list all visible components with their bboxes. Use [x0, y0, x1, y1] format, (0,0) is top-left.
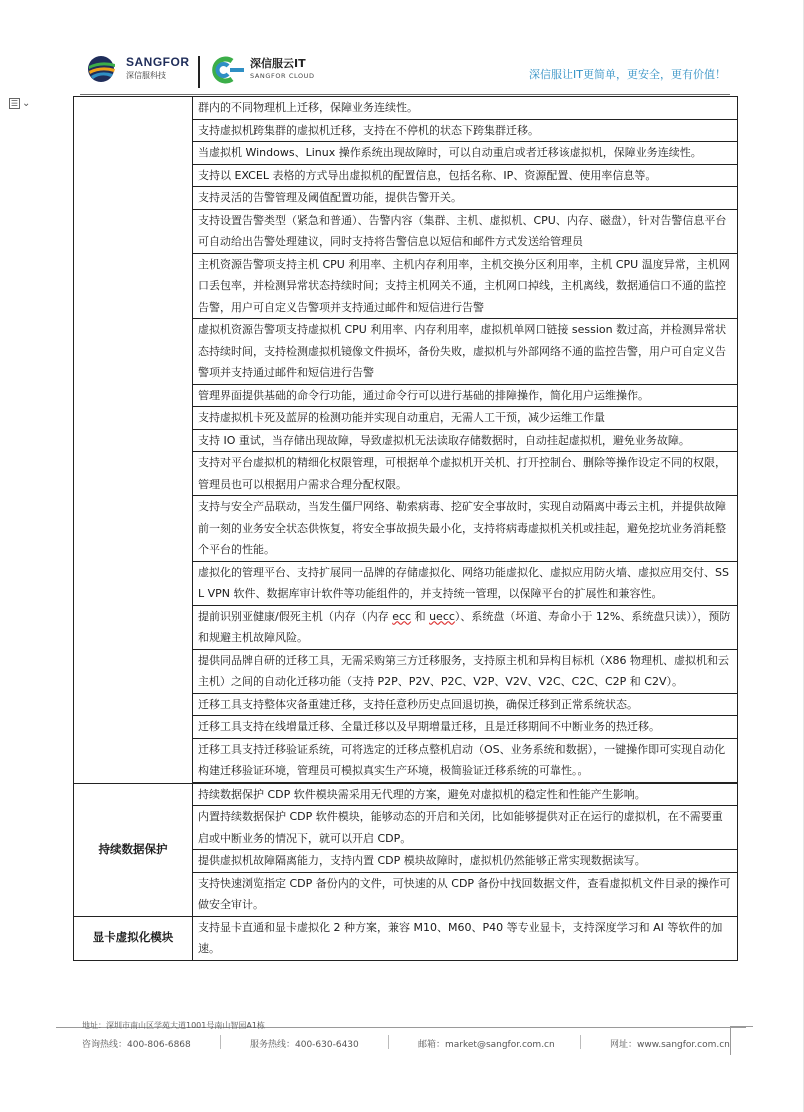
- spec-cell: 支持虚拟机跨集群的虚拟机迁移，支持在不停机的状态下跨集群迁移。: [193, 119, 738, 142]
- spellcheck-word: ecc: [392, 609, 412, 623]
- spec-cell: 支持与安全产品联动，当发生僵尸网络、勒索病毒、挖矿安全事故时，实现自动隔离中毒云主机，并提供故障前一刻的业务安全状态供恢复，将安全事故损失最小化，支持将病毒虚拟机关机或挂起，避免挖坑业务消耗整个平台的性能。: [193, 496, 738, 562]
- table-row: [74, 916, 738, 960]
- header-rule: [80, 94, 730, 95]
- footer-website: 网址：www.sangfor.com.cn: [610, 1040, 730, 1050]
- sangfor-subname: 深信服科技: [126, 71, 166, 80]
- spec-cell: 支持设置告警类型（紧急和普通）、告警内容（集群、主机、虚拟机、CPU、内存、磁盘），针对告警信息平台可自动给出告警处理建议，同时支持将告警信息以短信和邮件方式发送给管理员: [193, 209, 738, 253]
- footer-corner-mark: [730, 1026, 753, 1055]
- ecc-text-before: 提前识别亚健康/假死主机（内存（内存: [198, 609, 393, 623]
- footer-hotline: 咨询热线：400-806-6868: [82, 1040, 191, 1050]
- cloud-name: 深信服云IT: [250, 57, 306, 70]
- spec-cell-ecc: [193, 605, 738, 649]
- navigation-pane-toggle[interactable]: [9, 98, 30, 109]
- ecc-text-middle: 和: [411, 609, 430, 623]
- navigation-pane-icon: ☰: [10, 99, 19, 108]
- page-footer: [0, 1018, 804, 1058]
- sangfor-logo-icon: [86, 54, 120, 84]
- footer-email: 邮箱：market@sangfor.com.cn: [418, 1040, 555, 1050]
- category-cell-empty: [74, 97, 193, 784]
- spellcheck-word: uecc: [429, 609, 455, 623]
- spec-cell: 虚拟机资源告警项支持虚拟机 CPU 利用率、内存利用率，虚拟机单网口链接 session 数过高，并检测异常状态持续时间，支持检测虚拟机镜像文件损坏，备份失败，虚拟机与外部网络不通的监控告警，用户可自定义告警项并支持通过邮件和短信进行告警: [193, 319, 738, 385]
- sangfor-logo: [86, 54, 190, 84]
- table-row: [74, 783, 738, 806]
- chevron-down-icon: ⌄: [22, 98, 31, 109]
- spec-cell: 主机资源告警项支持主机 CPU 利用率、主机内存利用率，主机交换分区利用率，主机 CPU 温度异常，主机网口丢包率，并检测异常状态持续时间；支持主机网关不通，主机网口掉线，主机离线，数据通信口不通的监控告警，用户可自定义告警项并支持通过邮件和短信进行告警: [193, 253, 738, 319]
- spec-cell: 管理界面提供基础的命令行功能，通过命令行可以进行基础的排障操作，简化用户运维操作。: [193, 384, 738, 407]
- spec-cell: 当虚拟机 Windows、Linux 操作系统出现故障时，可以自动重启或者迁移该虚拟机，保障业务连续性。: [193, 142, 738, 165]
- spec-cell: 内置持续数据保护 CDP 软件模块，能够动态的开启和关闭，比如能够提供对正在运行的虚拟机，在不需要重启或中断业务的情况下，就可以开启 CDP。: [193, 806, 738, 850]
- footer-address: 地址：深圳市南山区学苑大道1001号南山智园A1栋: [82, 1021, 265, 1030]
- footer-separator: [220, 1035, 221, 1049]
- spec-cell: 支持 IO 重试，当存储出现故障，导致虚拟机无法读取存储数据时，自动挂起虚拟机，避免业务故障。: [193, 429, 738, 452]
- ecc-text-after: ）、系统盘（坏道、寿命小于 12%、系统盘只读）），预防和规避主机故障风险。: [198, 609, 731, 644]
- cloud-subname: SANGFOR CLOUD: [250, 72, 315, 80]
- spec-cell: 迁移工具支持整体灾备重建迁移，支持任意秒历史点回退切换，确保迁移到正常系统状态。: [193, 693, 738, 716]
- header-divider: [198, 56, 200, 88]
- spec-table: [73, 96, 738, 961]
- spec-cell: 支持对平台虚拟机的精细化权限管理，可根据单个虚拟机开关机、打开控制台、删除等操作设定不同的权限，管理员也可以根据用户需求合理分配权限。: [193, 452, 738, 496]
- spec-cell: 持续数据保护 CDP 软件模块需采用无代理的方案，避免对虚拟机的稳定性和性能产生影响。: [193, 783, 738, 806]
- footer-separator: [388, 1035, 389, 1049]
- category-cell: 显卡虚拟化模块: [74, 916, 193, 960]
- spec-cell: 提供同品牌自研的迁移工具，无需采购第三方迁移服务，支持原主机和异构目标机（X86 物理机、虚拟机和云主机）之间的自动化迁移功能（支持 P2P、P2V、P2C、V2P、V2V、V2C、C2C、C2P 和 C2V）。: [193, 649, 738, 693]
- spec-cell: 迁移工具支持在线增量迁移、全量迁移以及早期增量迁移，且是迁移期间不中断业务的热迁移。: [193, 716, 738, 739]
- sangfor-cloud-logo-icon: [210, 55, 246, 85]
- spec-cell: 迁移工具支持迁移验证系统，可将选定的迁移点整机启动（OS、业务系统和数据），一键操作即可实现自动化构建迁移验证环境，管理员可模拟真实生产环境，极简验证迁移系统的可靠性。。: [193, 738, 738, 782]
- spec-cell: 支持快速浏览指定 CDP 备份内的文件，可快速的从 CDP 备份中找回数据文件，查看虚拟机文件目录的操作可做安全审计。: [193, 872, 738, 916]
- footer-separator: [580, 1035, 581, 1049]
- spec-cell: 支持灵活的告警管理及阈值配置功能，提供告警开关。: [193, 187, 738, 210]
- table-row: [74, 97, 738, 120]
- spec-cell: 支持以 EXCEL 表格的方式导出虚拟机的配置信息，包括名称、IP、资源配置、使用率信息等。: [193, 164, 738, 187]
- footer-service: 服务热线：400-630-6430: [250, 1040, 359, 1050]
- spec-cell: 支持显卡直通和显卡虚拟化 2 种方案，兼容 M10、M60、P40 等专业显卡，支持深度学习和 AI 等软件的加速。: [193, 916, 738, 960]
- spec-cell: 虚拟化的管理平台、支持扩展同一品牌的存储虚拟化、网络功能虚拟化、虚拟应用防火墙、虚拟应用交付、SSL VPN 软件、数据库审计软件等功能组件的，并支持统一管理，以保障平台的扩展性和兼容性。: [193, 561, 738, 605]
- page-header: [80, 52, 730, 96]
- spec-cell: 群内的不同物理机上迁移，保障业务连续性。: [193, 97, 738, 120]
- spec-cell: 支持虚拟机卡死及蓝屏的检测功能并实现自动重启，无需人工干预，减少运维工作量: [193, 407, 738, 430]
- spec-cell: 提供虚拟机故障隔离能力，支持内置 CDP 模块故障时，虚拟机仍然能够正常实现数据读写。: [193, 850, 738, 873]
- category-cell: 持续数据保护: [74, 783, 193, 916]
- sangfor-cloud-logo: [210, 55, 315, 85]
- header-slogan: 深信服让IT更简单，更安全，更有价值！: [529, 68, 726, 81]
- sangfor-name: SANGFOR: [126, 55, 190, 69]
